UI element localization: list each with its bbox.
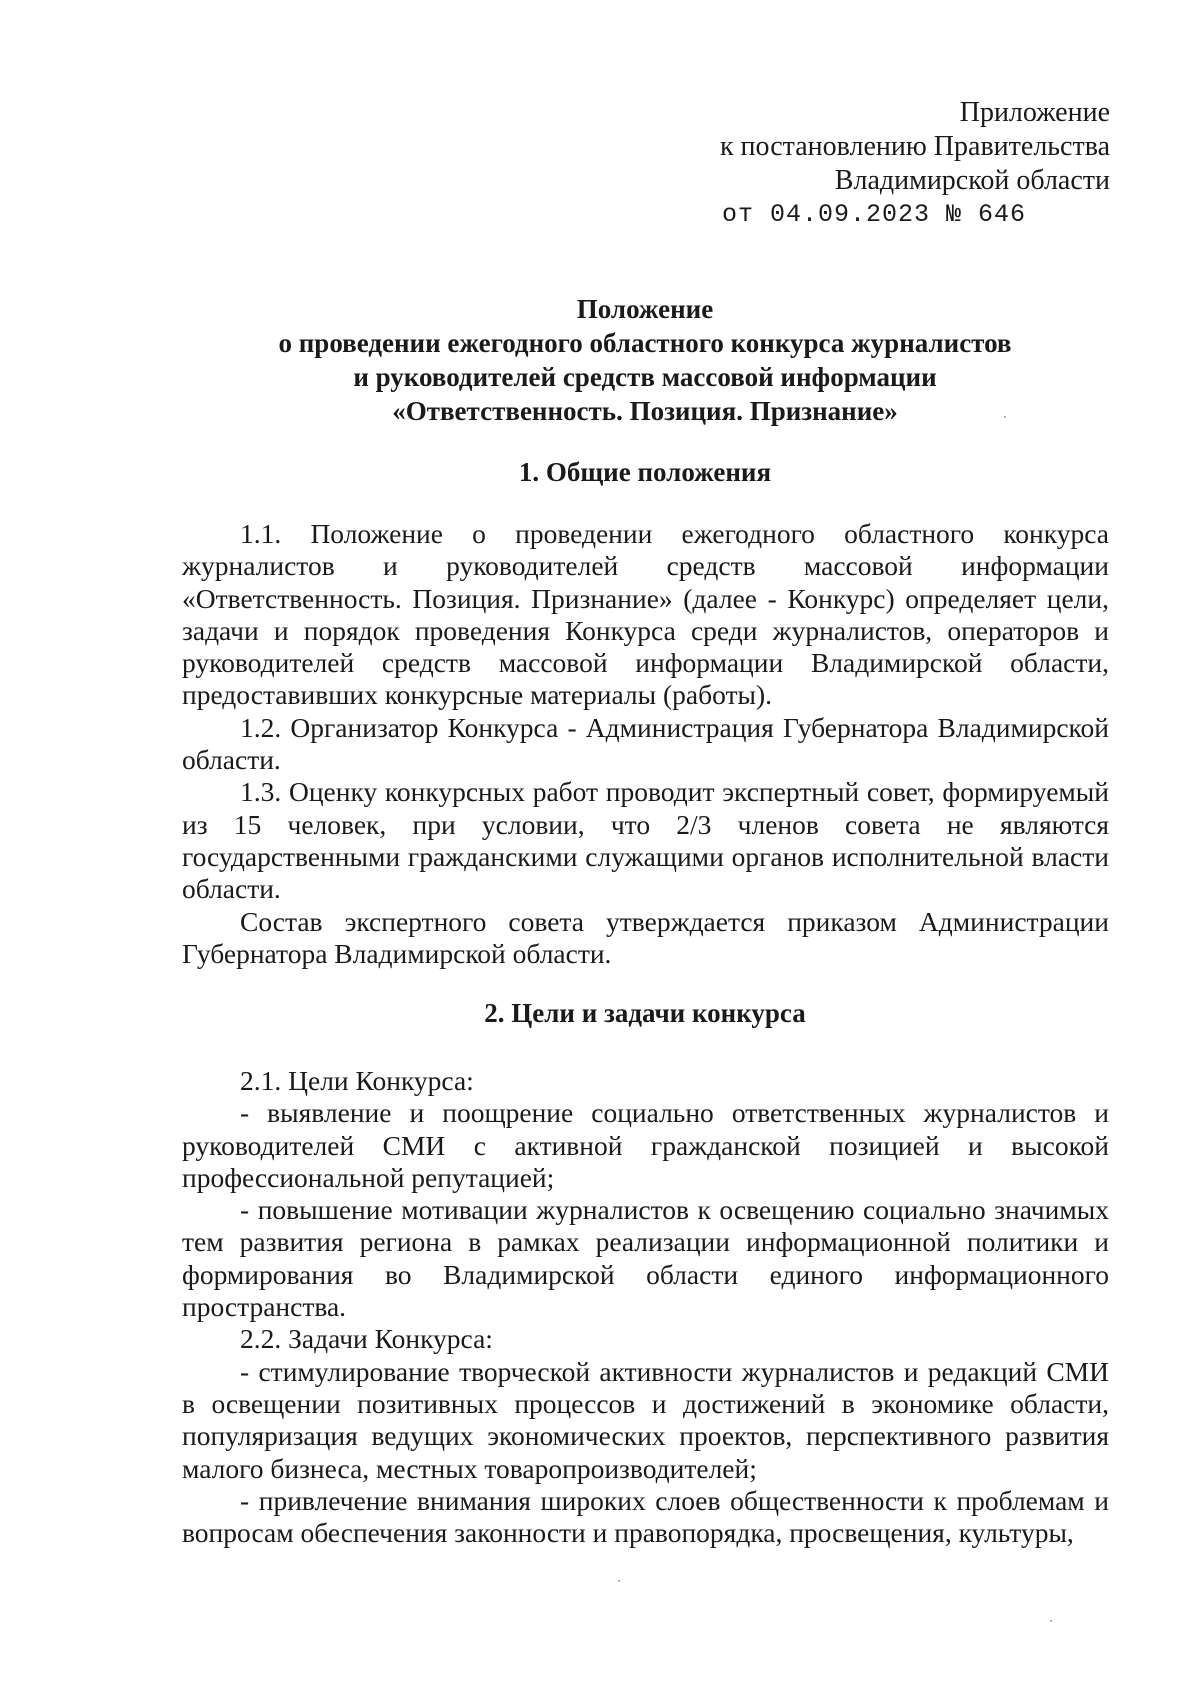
paragraph-1-3-composition: Состав экспертного совета утверждается приказом Администрации Губернатора Владимирской области. bbox=[182, 905, 1109, 969]
title-line-4: «Ответственность. Позиция. Признание» bbox=[392, 396, 898, 426]
paragraph-2-1-goal-1: - выявление и поощрение социально ответственных журналистов и руководителей СМИ с активной гражданской позицией и высокой профессиональной репутацией; bbox=[182, 1097, 1109, 1193]
paragraph-2-2-task-1: - стимулирование творческой активности журналистов и редакций СМИ в освещении позитивных процессов и достижений в экономике области, популяризация ведущих экономических проектов, перспективного развития малого бизнеса, местных товаропроизводителей; bbox=[182, 1355, 1109, 1484]
section-2-heading: 2. Цели и задачи конкурса bbox=[484, 998, 806, 1028]
section-2-body bbox=[182, 1065, 1109, 1549]
appendix-resolution-ref: к постановлению Правительства bbox=[719, 131, 1110, 162]
appendix-label: Приложение bbox=[959, 97, 1110, 128]
scan-speck bbox=[1050, 1620, 1052, 1622]
paragraph-2-1-goal-2: - повышение мотивации журналистов к освещению социально значимых тем развития региона в рамках реализации информационной политики и формирования во Владимирской области единого информационного пространства. bbox=[182, 1194, 1109, 1323]
document-title bbox=[180, 292, 1110, 428]
paragraph-1-2: 1.2. Организатор Конкурса - Администрация Губернатора Владимирской области. bbox=[182, 711, 1109, 776]
title-line-3: и руководителей средств массовой информации bbox=[353, 362, 937, 392]
paragraph-2-1: 2.1. Цели Конкурса: bbox=[240, 1065, 474, 1096]
section-1-body bbox=[182, 518, 1109, 970]
appendix-date-number: от 04.09.2023 № 646 bbox=[721, 200, 1026, 229]
paragraph-2-2: 2.2. Задачи Конкурса: bbox=[240, 1323, 493, 1355]
appendix-region: Владимирской области bbox=[834, 165, 1110, 196]
scan-speck bbox=[1004, 416, 1006, 418]
paragraph-1-1: 1.1. Положение о проведении ежегодного областного конкурса журналистов и руководителей средств массовой информации «Ответственность. Позиция. Признание» (далее - Конкурс) определяет цели, задачи и порядок проведения Конкурса среди журналистов, операторов и руководителей средств массовой информации Владимирской области, предоставивших конкурсные материалы (работы). bbox=[182, 518, 1109, 711]
section-1-heading: 1. Общие положения bbox=[518, 457, 772, 487]
appendix-header bbox=[720, 96, 1110, 232]
paragraph-2-2-task-2: - привлечение внимания широких слоев общественности к проблемам и вопросам обеспечения законности и правопорядка, просвещения, культуры, bbox=[182, 1484, 1109, 1549]
title-line-1: Положение bbox=[576, 294, 714, 324]
title-line-2: о проведении ежегодного областного конкурса журналистов bbox=[278, 328, 1012, 358]
paragraph-1-3: 1.3. Оценку конкурсных работ проводит экспертный совет, формируемый из 15 человек, при условии, что 2/3 членов совета не являются государственными гражданскими служащими органов исполнительной власти области. bbox=[182, 776, 1109, 905]
scan-speck bbox=[618, 1580, 620, 1582]
